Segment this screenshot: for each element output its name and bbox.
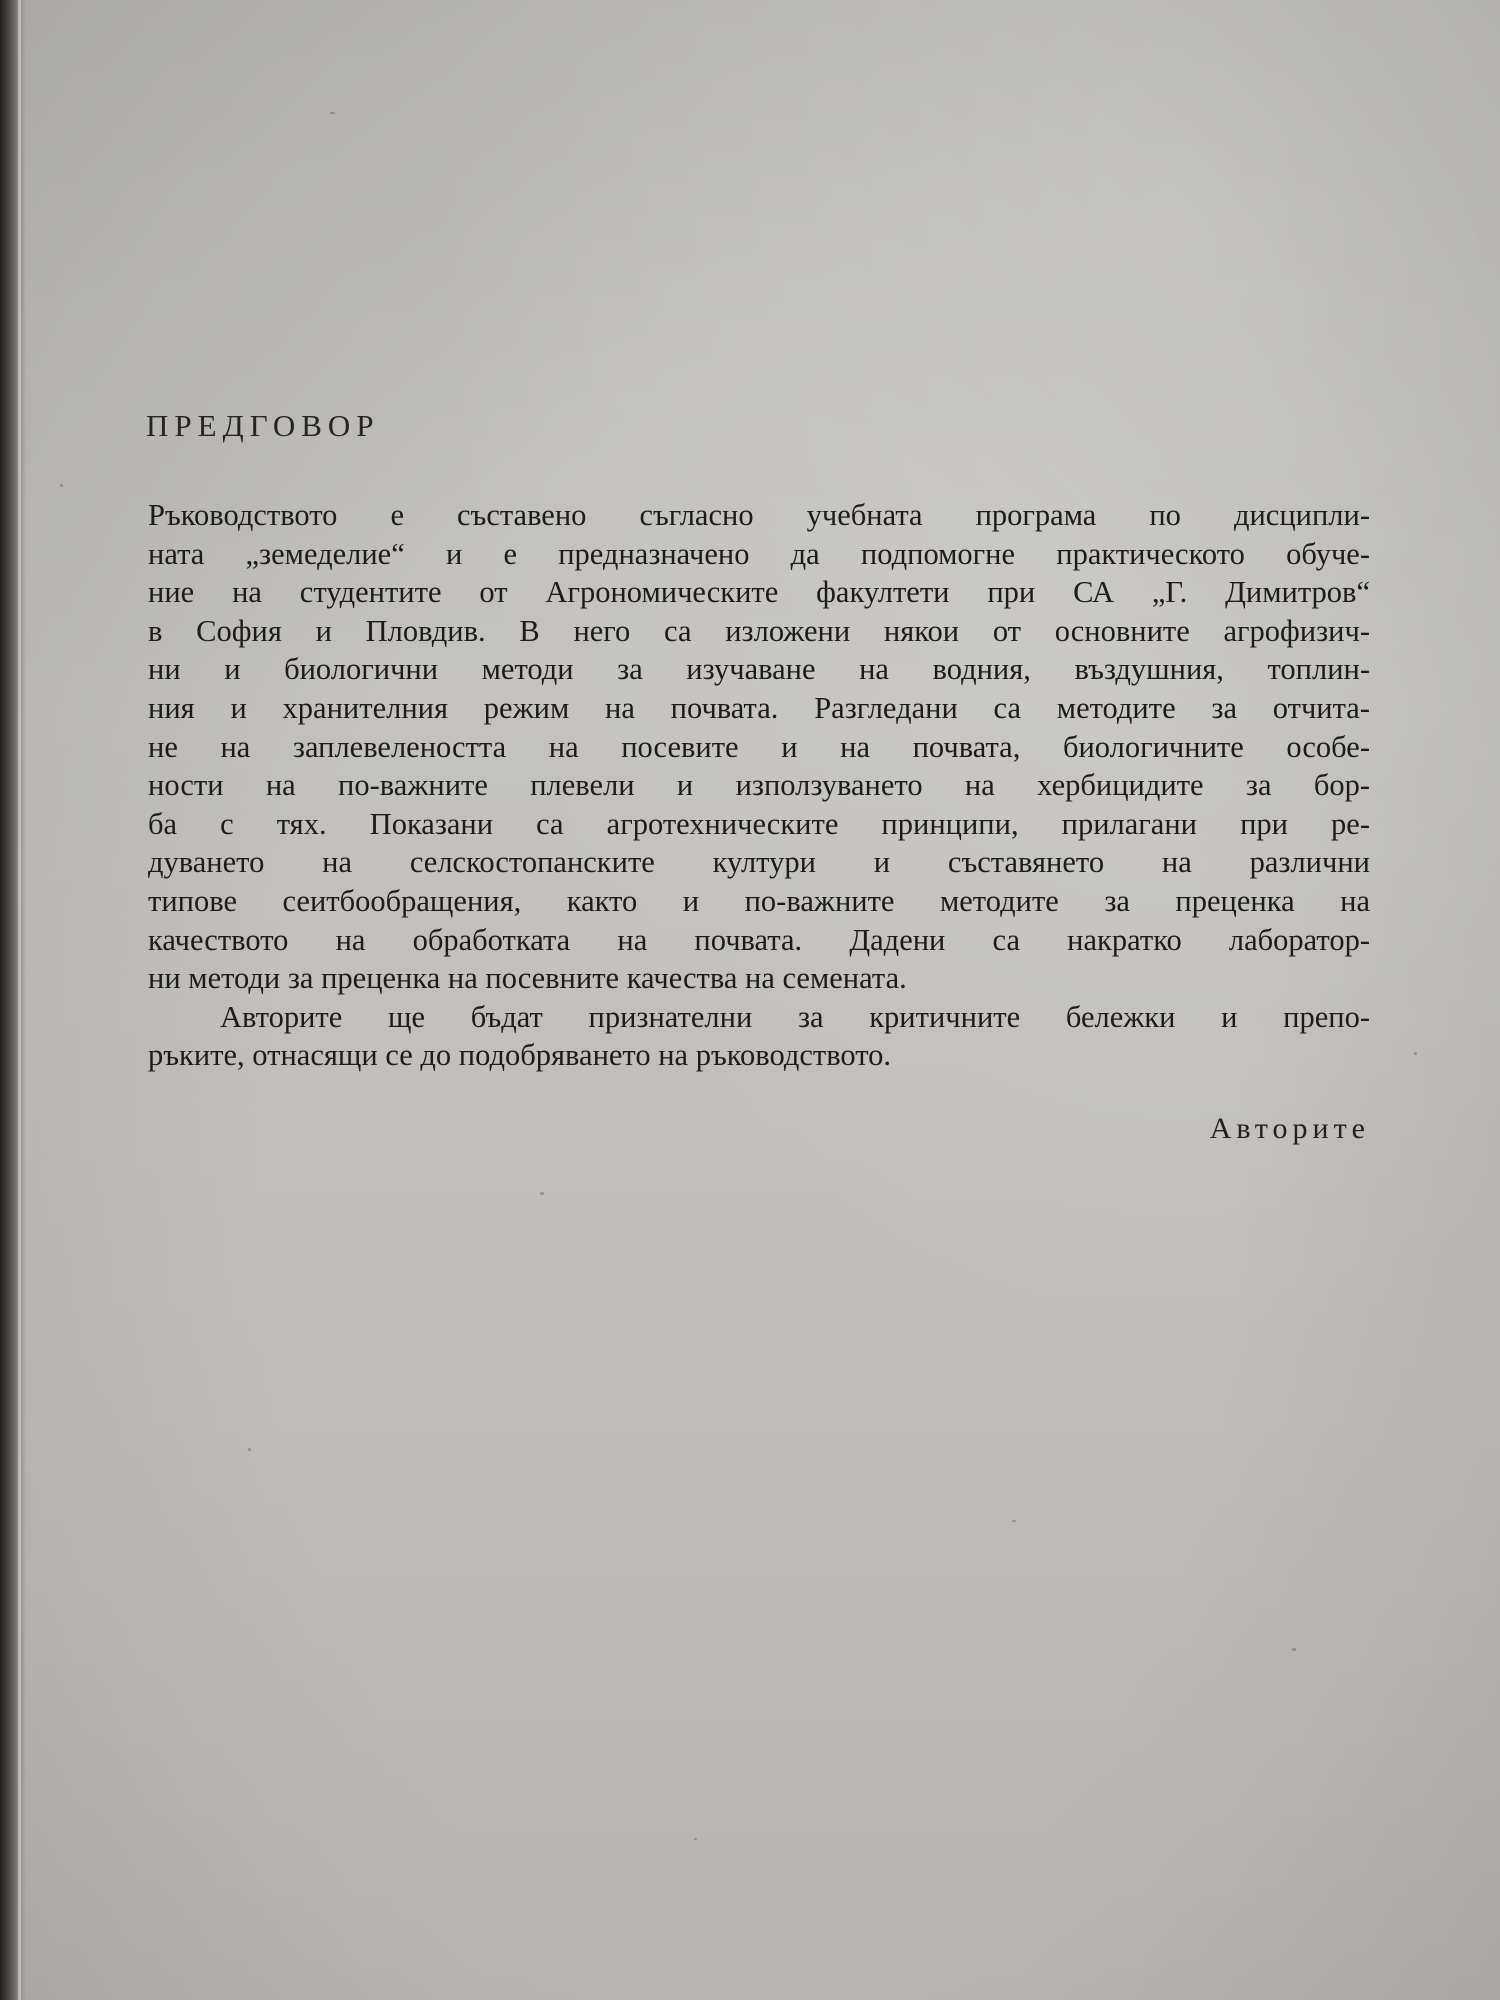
paper-speck xyxy=(248,1448,251,1451)
text-line: ния и хранителния режим на почвата. Разгледани са методите за отчита- xyxy=(148,690,1370,725)
text-line: типове сеитбообращения, както и по-важните методите за преценка на xyxy=(148,883,1370,918)
paper-speck xyxy=(694,1838,697,1840)
text-line: ръките, отнасящи се до подобряването на ръководството. xyxy=(148,1038,892,1073)
paper-speck xyxy=(1414,1052,1417,1055)
text-line: ни и биологични методи за изучаване на водния, въздушния, топлин- xyxy=(148,652,1370,687)
text-line: ната „земеделие“ и е предназначено да подпомогне практическото обуче- xyxy=(148,536,1370,571)
text-line: ности на по-важните плевели и използуването на хербицидите за бор- xyxy=(148,768,1370,803)
binding-shadow xyxy=(0,0,26,2000)
text-line: не на заплевелеността на посевите и на почвата, биологичните особе- xyxy=(148,729,1370,764)
authors-signature: Авторите xyxy=(1209,1112,1370,1145)
text-line: дуването на селскостопанските култури и съставянето на различни xyxy=(148,845,1370,880)
paper-speck xyxy=(1012,1520,1016,1522)
preface-paragraph-1 xyxy=(148,496,1370,998)
paper-speck xyxy=(1292,1648,1296,1651)
binding-edge xyxy=(18,0,21,2000)
text-line: Авторите ще бъдат признателни за критичните бележки и препо- xyxy=(220,999,1370,1034)
text-line: ба с тях. Показани са агротехническите принципи, прилагани при ре- xyxy=(148,806,1370,841)
paper-speck xyxy=(60,484,63,487)
text-line: в София и Пловдив. В него са изложени някои от основните агрофизич- xyxy=(148,613,1370,648)
text-line: качеството на обработката на почвата. Дадени са накратко лаборатор- xyxy=(148,922,1370,957)
text-line: ни методи за преценка на посевните качества на семената. xyxy=(148,961,907,996)
preface-body xyxy=(148,496,1370,1075)
preface-heading: ПРЕДГОВОР xyxy=(146,408,380,443)
text-line: ние на студентите от Агрономическите факултети при СА „Г. Димитров“ xyxy=(148,575,1370,610)
text-line: Ръководството е съставено съгласно учебната програма по дисципли- xyxy=(148,498,1370,532)
paper-speck xyxy=(540,1192,544,1195)
paper-speck xyxy=(330,112,335,114)
preface-paragraph-2 xyxy=(148,998,1370,1075)
